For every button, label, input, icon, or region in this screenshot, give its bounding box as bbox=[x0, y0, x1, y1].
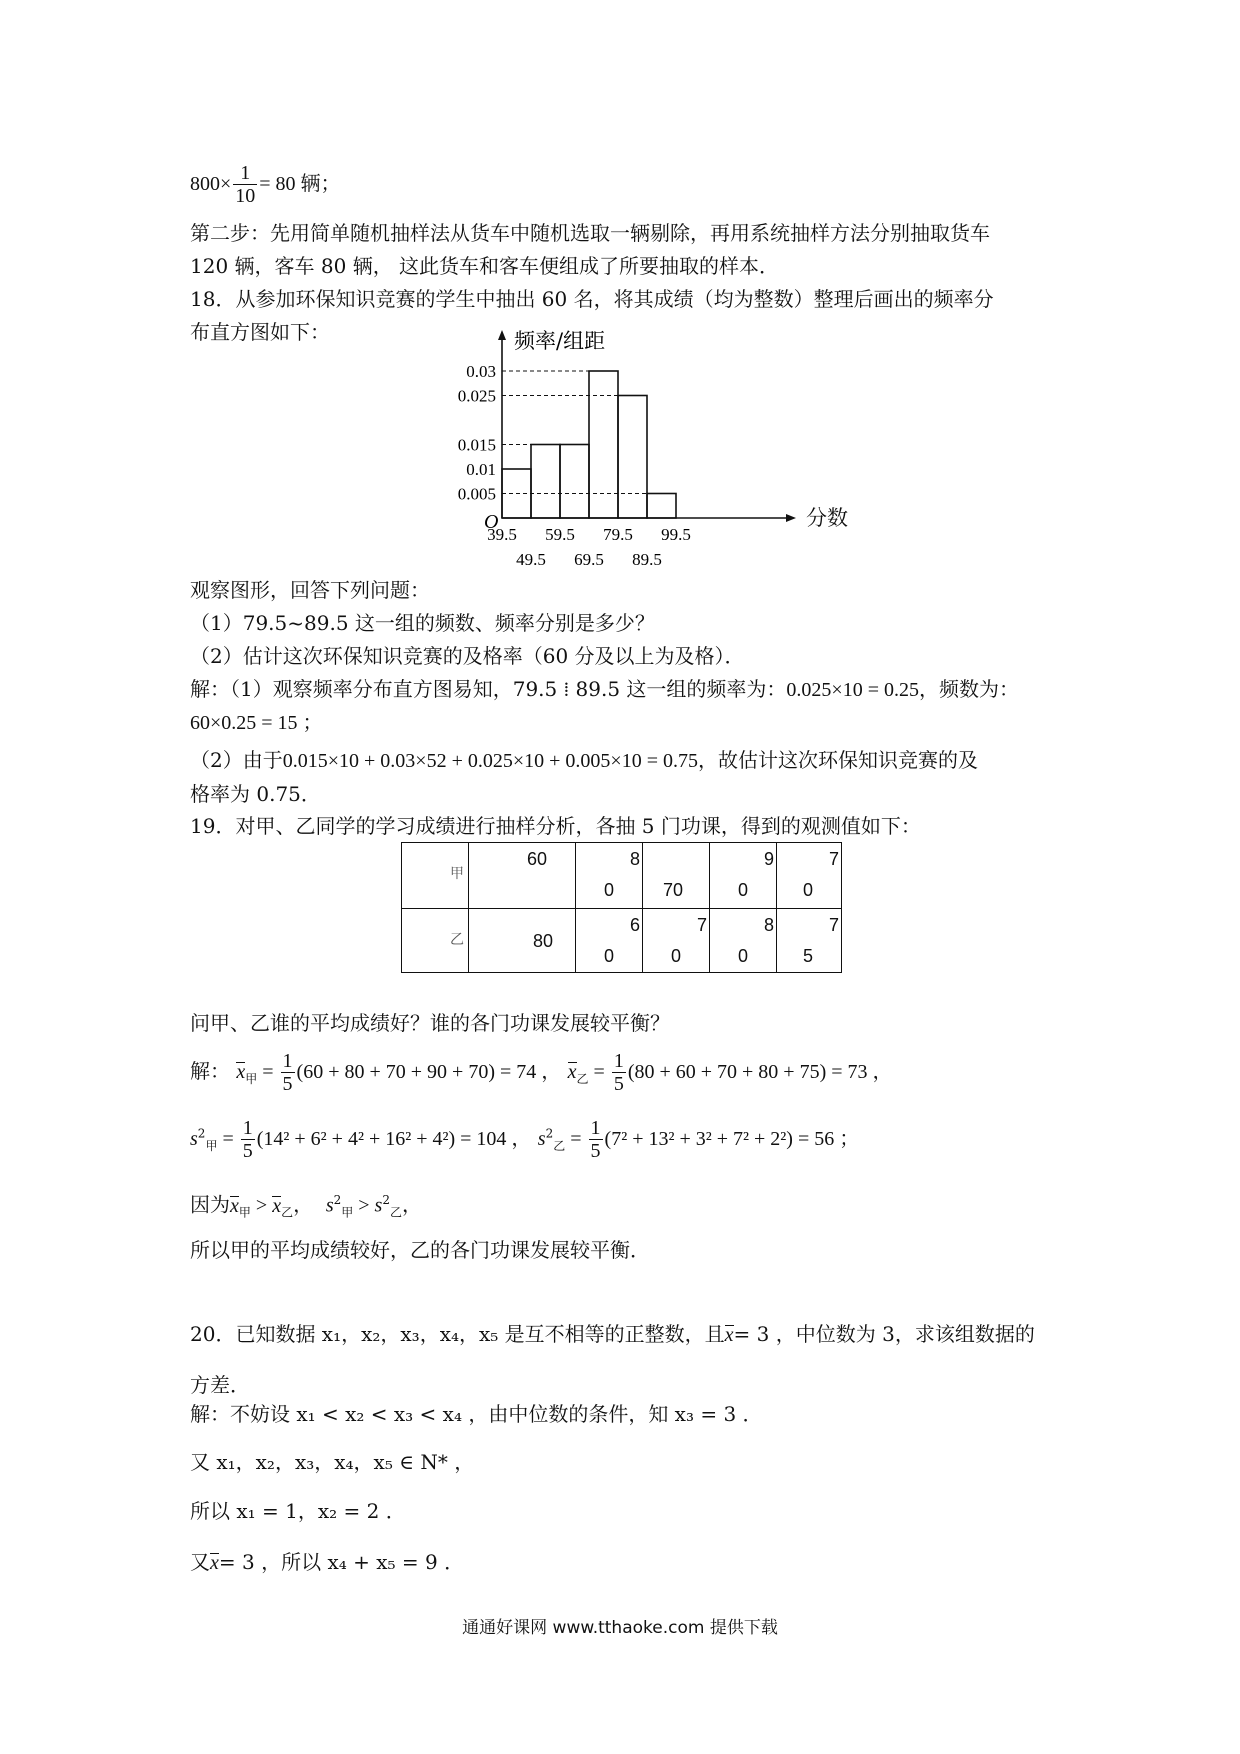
subscript-yi: 乙 bbox=[576, 1072, 589, 1086]
table-row bbox=[402, 909, 842, 973]
subscript-yi: 乙 bbox=[553, 1139, 566, 1153]
fraction bbox=[241, 1117, 255, 1162]
table-value: 5 bbox=[803, 946, 814, 966]
histogram-bar bbox=[589, 371, 618, 518]
table-cell bbox=[643, 909, 710, 973]
variance-symbol-jia: s bbox=[190, 1128, 198, 1150]
frequency-histogram bbox=[457, 329, 810, 569]
variance-expr-jia: (14² + 6² + 4² + 16² + 4²) = 104 ， bbox=[256, 1128, 532, 1150]
x-tick-label: 99.5 bbox=[661, 525, 691, 544]
x-tick-label: 69.5 bbox=[574, 550, 604, 569]
table-cell bbox=[777, 909, 842, 973]
superscript: 2 bbox=[197, 1126, 206, 1141]
x-tick-label: 89.5 bbox=[632, 550, 662, 569]
solution-19-means: 解： $x_甲$ = $\frac{1}{5}$ (60 + 80 + 70 + 90 + 70) = 74 ， $x_乙$ = $\frac{1}{5}$ (80 + 60 + 70 + 80 + 75) = 73 ， bbox=[190, 1050, 893, 1095]
solution-19-variances: $s^2_甲$ = $\frac{1}{5}$ (14² + 6² + 4² + 16² + 4²) = 104 ， $s^2_乙$ = $\frac{1}{5}$ (7² + 13² + 3² + 7² + 2²) = 56 ； bbox=[190, 1117, 860, 1162]
origin-label: O bbox=[484, 511, 499, 533]
table-value: 8 bbox=[763, 915, 774, 935]
y-tick-label: 0.015 bbox=[457, 435, 496, 455]
table-cell bbox=[576, 843, 643, 909]
fraction-numerator: 1 bbox=[233, 162, 257, 185]
question-20-line-b: 方差． bbox=[190, 1373, 250, 1397]
y-tick-label: 0.01 bbox=[466, 460, 496, 479]
table-value: 0 bbox=[738, 880, 749, 900]
table-cell bbox=[469, 843, 576, 909]
mean-symbol-yi: x bbox=[567, 1061, 577, 1083]
x-tick-label: 49.5 bbox=[516, 550, 546, 569]
table-cell bbox=[777, 843, 842, 909]
histogram-bar bbox=[647, 494, 676, 519]
expr-left: 800× bbox=[190, 173, 232, 195]
table-value: 0 bbox=[604, 946, 615, 966]
observe-line: 观察图形，回答下列问题： bbox=[190, 578, 430, 602]
solution-18-text: 解：（1）观察频率分布直方图易知，79.5 ⁞ 89.5 这一组的频率为： bbox=[190, 677, 787, 701]
mean-symbol: x bbox=[210, 1552, 219, 1574]
subscript-yi: 乙 bbox=[281, 1205, 294, 1220]
solution-20-expr: = 3 ，所以 x₄ + x₅ = 9 ． bbox=[218, 1550, 465, 1574]
solution-19-because: 因为$x_甲 > x_乙$， $s^2_甲 > s^2_乙$， bbox=[190, 1192, 422, 1220]
mean-symbol-yi: x bbox=[272, 1194, 282, 1217]
variance-expr-yi: (7² + 13² + 3² + 7² + 2²) = 56 ； bbox=[604, 1128, 860, 1150]
solution-18-part2-text: ，故估计这次环保知识竞赛的及 bbox=[697, 748, 978, 772]
solution-18-line-d: 格率为 0.75． bbox=[190, 782, 321, 806]
x-axis-label: 分数 bbox=[806, 506, 848, 530]
solution-19-conclusion: 所以甲的平均成绩较好，乙的各门功课发展较平衡． bbox=[190, 1238, 650, 1262]
superscript: 2 bbox=[333, 1193, 342, 1207]
solution-18-expr: 0.025×10 = 0.25 bbox=[786, 679, 919, 701]
variance-symbol-yi: s bbox=[537, 1128, 546, 1150]
solution-20-line-1: 解：不妨设 x₁ < x₂ < x₃ < x₄ ，由中位数的条件，知 x₃ = 3 ． bbox=[190, 1402, 763, 1426]
x-tick-label: 39.5 bbox=[487, 525, 517, 544]
solution-label: 解： bbox=[190, 1059, 230, 1083]
mean-symbol: x bbox=[724, 1324, 734, 1346]
solution-20-line-4 bbox=[190, 1548, 464, 1576]
subscript-jia: 甲 bbox=[205, 1139, 218, 1153]
because-label: 因为 bbox=[190, 1192, 230, 1217]
table-value: 0 bbox=[604, 880, 615, 900]
step2-line-b: 120 辆，客车 80 辆， 这此货车和客车便组成了所要抽取的样本． bbox=[190, 254, 780, 278]
solution-18-line-a bbox=[190, 675, 1019, 704]
y-axis-arrow bbox=[498, 330, 506, 340]
table-cell bbox=[402, 843, 469, 909]
subscript-jia: 甲 bbox=[238, 1205, 251, 1220]
y-tick-label: 0.025 bbox=[457, 386, 496, 406]
solution-18-line-c bbox=[190, 746, 978, 775]
page-footer: 通通好课网 www.tthaoke.com 提供下载 bbox=[462, 1618, 778, 1638]
y-tick-label: 0.03 bbox=[466, 362, 496, 381]
solution-18-text-end: ，频数为： bbox=[918, 677, 1019, 701]
y-axis-label: 频率/组距 bbox=[514, 329, 606, 353]
punctuation: ， bbox=[402, 1192, 422, 1217]
superscript: 2 bbox=[382, 1193, 390, 1207]
table-cell bbox=[710, 909, 777, 973]
table-value: 80 bbox=[533, 931, 554, 951]
fraction-denominator: 10 bbox=[235, 185, 256, 207]
solution-18-part2-expr: 0.015×10 + 0.03×52 + 0.025×10 + 0.005×10 = 0.75 bbox=[282, 750, 698, 772]
mean-symbol-jia: x bbox=[230, 1194, 239, 1217]
question-18-line-a: 18．从参加环保知识竞赛的学生中抽出 60 名，将其成绩（均为整数）整理后画出的频率分 bbox=[190, 287, 994, 311]
fraction bbox=[589, 1117, 603, 1162]
x-tick-label: 59.5 bbox=[545, 525, 575, 544]
fraction bbox=[281, 1050, 295, 1095]
table-value: 7 bbox=[696, 915, 707, 935]
fraction-numerator: 1 bbox=[242, 1117, 253, 1139]
table-cell bbox=[643, 843, 710, 909]
question-18-part2: （2）估计这次环保知识竞赛的及格率（60 分及以上为及格）． bbox=[190, 644, 745, 668]
histogram-bar bbox=[618, 396, 647, 519]
variance-symbol-jia: s bbox=[325, 1194, 334, 1217]
score-table bbox=[401, 842, 842, 973]
expr-right: = 80 辆； bbox=[259, 173, 341, 195]
table-cell bbox=[402, 909, 469, 973]
subscript-jia: 甲 bbox=[245, 1072, 258, 1086]
table-value: 0 bbox=[738, 946, 749, 966]
fraction bbox=[233, 162, 257, 207]
fraction-numerator: 1 bbox=[613, 1050, 624, 1072]
mean-symbol-jia: x bbox=[236, 1061, 246, 1083]
solution-20-lead: 又 bbox=[190, 1550, 210, 1574]
solution-18-line-b: 60×0.25 = 15 ； bbox=[190, 712, 323, 734]
question-19-ask: 问甲、乙谁的平均成绩好？谁的各门功课发展较平衡？ bbox=[190, 1011, 670, 1035]
row-label-jia: 甲 bbox=[450, 865, 464, 881]
subscript-yi: 乙 bbox=[389, 1205, 402, 1220]
histogram-bar bbox=[531, 445, 560, 519]
table-value: 9 bbox=[763, 849, 774, 869]
fraction-numerator: 1 bbox=[282, 1050, 293, 1072]
question-18-line-b: 布直方图如下： bbox=[190, 320, 330, 344]
fraction-denominator: 5 bbox=[613, 1073, 624, 1095]
solution-20-line-2: 又 x₁，x₂，x₃，x₄，x₅ ∈ N* ， bbox=[190, 1450, 475, 1474]
question-20-line-a bbox=[190, 1320, 1035, 1348]
table-value: 7 bbox=[828, 915, 839, 935]
fraction-denominator: 5 bbox=[242, 1140, 253, 1162]
x-tick-label: 79.5 bbox=[603, 525, 633, 544]
variance-symbol-yi: s bbox=[374, 1194, 383, 1217]
step2-line-a: 第二步：先用简单随机抽样法从货车中随机选取一辆剔除，再用系统抽样方法分别抽取货车 bbox=[190, 221, 990, 245]
question-19: 19．对甲、乙同学的学习成绩进行抽样分析，各抽 5 门功课，得到的观测值如下： bbox=[190, 814, 921, 838]
table-cell bbox=[710, 843, 777, 909]
table-value: 0 bbox=[803, 880, 814, 900]
fraction-denominator: 5 bbox=[282, 1073, 293, 1095]
table-value: 8 bbox=[629, 849, 640, 869]
table-value: 6 bbox=[629, 915, 640, 935]
question-18-part1: （1）79.5~89.5 这一组的频数、频率分别是多少？ bbox=[190, 611, 655, 635]
fraction-numerator: 1 bbox=[590, 1117, 601, 1139]
question-20-text-end: = 3 ，中位数为 3，求该组数据的 bbox=[733, 1322, 1035, 1346]
mean-expr-jia: (60 + 80 + 70 + 90 + 70) = 74 ， bbox=[296, 1061, 562, 1083]
fraction-line bbox=[190, 162, 341, 207]
fraction-denominator: 5 bbox=[590, 1140, 601, 1162]
table-cell bbox=[576, 909, 643, 973]
table-value: 60 bbox=[527, 849, 548, 869]
mean-expr-yi: (80 + 60 + 70 + 80 + 75) = 73 ， bbox=[627, 1061, 893, 1083]
x-axis-arrow bbox=[786, 514, 796, 522]
solution-20-line-3: 所以 x₁ = 1，x₂ = 2 ． bbox=[190, 1499, 406, 1523]
table-value: 0 bbox=[671, 946, 682, 966]
table-cell bbox=[469, 909, 576, 973]
histogram-bar bbox=[560, 445, 589, 519]
subscript-jia: 甲 bbox=[341, 1205, 354, 1220]
table-row bbox=[402, 843, 842, 909]
table-value: 7 bbox=[828, 849, 839, 869]
solution-18-part2-lead: （2）由于 bbox=[190, 748, 283, 772]
superscript: 2 bbox=[545, 1126, 554, 1141]
question-20-text: 20．已知数据 x₁，x₂，x₃，x₄，x₅ 是互不相等的正整数，且 bbox=[190, 1322, 725, 1346]
table-value: 70 bbox=[663, 880, 684, 900]
fraction bbox=[612, 1050, 626, 1095]
y-tick-label: 0.005 bbox=[457, 484, 496, 504]
row-label-yi: 乙 bbox=[450, 931, 464, 947]
